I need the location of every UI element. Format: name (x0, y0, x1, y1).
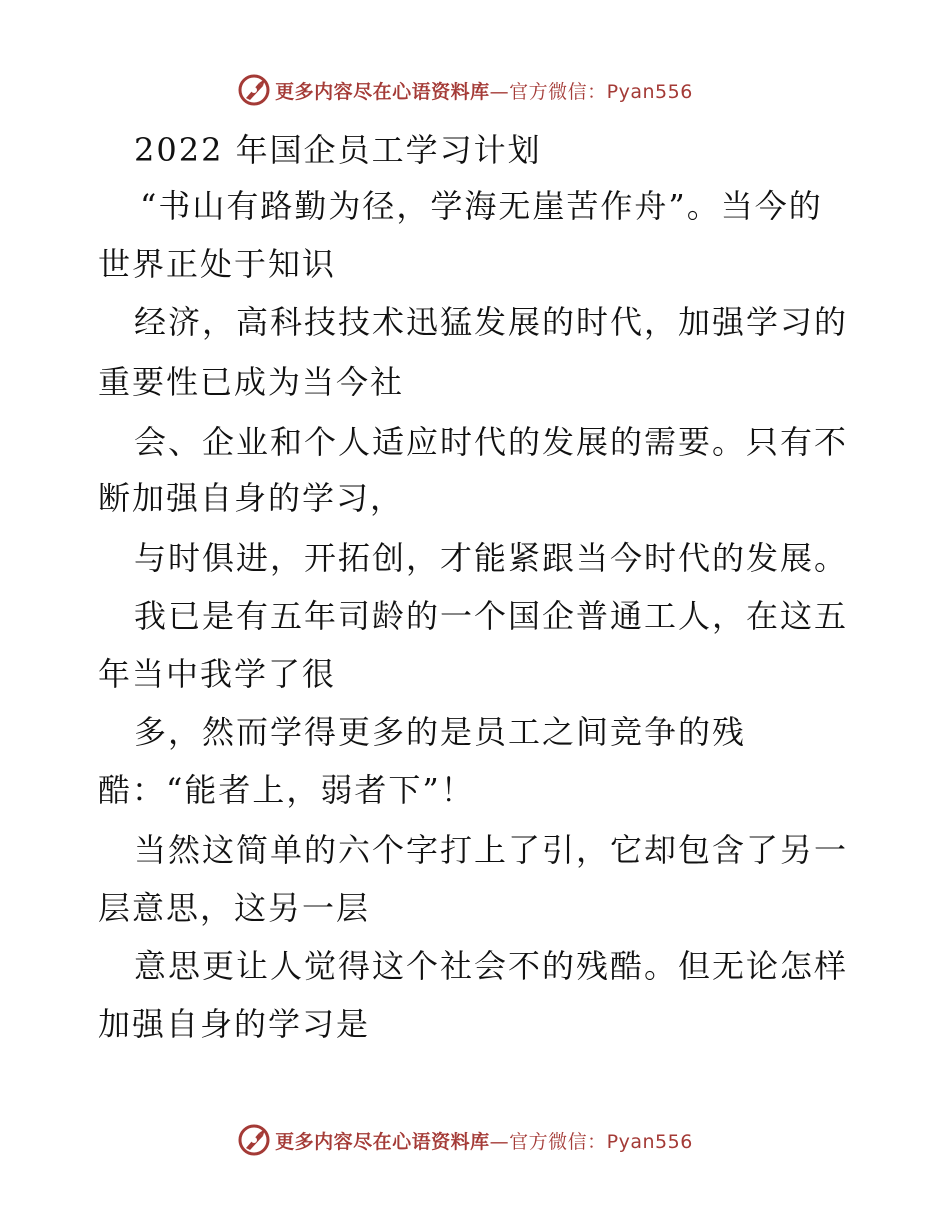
paragraph-line: 经济，高科技技术迅猛发展的时代，加强学习的 (134, 303, 849, 341)
footer-banner-wechat: —官方微信：Pyan556 (489, 1130, 693, 1153)
paragraph-line: 世界正处于知识 (98, 245, 337, 283)
footer-banner (0, 1120, 950, 1160)
paragraph-line: 会、企业和个人适应时代的发展的需要。只有不 (134, 423, 849, 461)
pen-logo-icon (237, 1123, 271, 1157)
paragraph-line: 年当中我学了很 (98, 655, 337, 693)
header-banner-wechat: —官方微信：Pyan556 (489, 80, 693, 103)
paragraph-line: 酷：“能者上，弱者下”！ (98, 771, 475, 809)
paragraph-line: 意思更让人觉得这个社会不的残酷。但无论怎样 (134, 947, 849, 985)
paragraph-line: 与时俱进，开拓创，才能紧跟当今时代的发展。 (134, 539, 849, 577)
header-banner-library: 更多内容尽在心语资料库 (275, 80, 490, 103)
paragraph-line: 我已是有五年司龄的一个国企普通工人，在这五 (134, 597, 849, 635)
footer-banner-text (275, 1127, 693, 1154)
paragraph-line: 层意思，这另一层 (98, 889, 371, 927)
paragraph-line: 当然这简单的六个字打上了引，它却包含了另一 (134, 831, 849, 869)
paragraph-line: “书山有路勤为径，学海无崖苦作舟”。当今的 (140, 187, 823, 225)
header-banner-text (275, 77, 693, 104)
paragraph-line: 重要性已成为当今社 (98, 363, 405, 401)
footer-banner-library: 更多内容尽在心语资料库 (275, 1130, 490, 1153)
paragraph-line: 多，然而学得更多的是员工之间竞争的残 (134, 713, 747, 751)
pen-logo-icon (237, 73, 271, 107)
paragraph-line: 断加强自身的学习， (98, 479, 405, 517)
document-title: 2022 年国企员工学习计划 (134, 131, 542, 169)
paragraph-line: 加强自身的学习是 (98, 1005, 371, 1043)
header-banner (0, 70, 950, 110)
